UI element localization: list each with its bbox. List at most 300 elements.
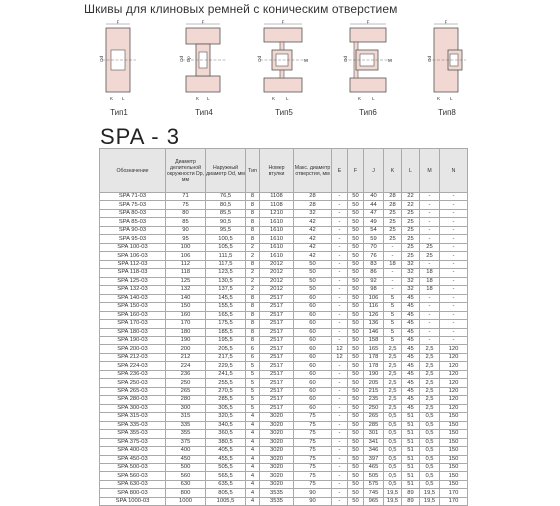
table-cell: 300: [166, 404, 206, 412]
table-cell: SPA 630-03: [100, 480, 166, 488]
table-cell: 150: [440, 413, 468, 421]
table-row: [100, 438, 468, 446]
table-cell: 270,5: [206, 387, 246, 395]
table-cell: 2,5: [384, 353, 402, 361]
table-cell: 3020: [260, 421, 294, 429]
table-cell: 75: [166, 201, 206, 209]
table-cell: 50: [348, 260, 364, 268]
table-cell: 95,5: [206, 226, 246, 234]
table-cell: 2517: [260, 328, 294, 336]
page-title: Шкивы для клиновых ремней с коническим отверстием: [84, 2, 398, 16]
table-cell: 60: [294, 328, 332, 336]
table-cell: 50: [294, 269, 332, 277]
table-cell: -: [384, 277, 402, 285]
table-cell: 75: [294, 421, 332, 429]
table-cell: 50: [348, 252, 364, 260]
table-cell: 50: [348, 396, 364, 404]
table-cell: 60: [294, 379, 332, 387]
table-cell: 2517: [260, 320, 294, 328]
table-cell: 50: [348, 447, 364, 455]
table-cell: 205,5: [206, 345, 246, 353]
table-row: [100, 404, 468, 412]
table-cell: SPA 280-03: [100, 396, 166, 404]
label-od: Od: [257, 55, 262, 62]
table-cell: 45: [402, 303, 420, 311]
table-cell: 229,5: [206, 362, 246, 370]
table-cell: 116: [364, 303, 384, 311]
table-cell: 0,5: [420, 464, 440, 472]
table-cell: 60: [294, 345, 332, 353]
table-cell: SPA 132-03: [100, 286, 166, 294]
table-cell: SPA 118-03: [100, 269, 166, 277]
table-cell: 19,5: [420, 489, 440, 497]
table-cell: 212: [166, 353, 206, 361]
table-cell: 89: [402, 489, 420, 497]
table-row: [100, 396, 468, 404]
table-cell: 45: [402, 328, 420, 336]
table-cell: 405,5: [206, 447, 246, 455]
table-cell: -: [420, 218, 440, 226]
table-cell: -: [440, 311, 468, 319]
table-cell: 137,5: [206, 286, 246, 294]
pulley-type-8-drawing: [426, 20, 468, 106]
table-cell: 2517: [260, 404, 294, 412]
table-cell: 136: [364, 320, 384, 328]
table-cell: 805,5: [206, 489, 246, 497]
table-cell: 145,5: [206, 294, 246, 302]
table-cell: 505,5: [206, 464, 246, 472]
table-cell: 2517: [260, 370, 294, 378]
table-cell: 32: [402, 277, 420, 285]
table-cell: 8: [246, 193, 260, 201]
table-cell: 50: [348, 243, 364, 251]
table-row: [100, 413, 468, 421]
table-cell: 45: [402, 387, 420, 395]
diagram-type-5: [257, 19, 310, 117]
table-cell: 5: [246, 379, 260, 387]
table-cell: 60: [294, 353, 332, 361]
table-cell: 2,5: [420, 387, 440, 395]
table-cell: 160: [166, 311, 206, 319]
label-k: K: [110, 96, 114, 101]
table-cell: 8: [246, 328, 260, 336]
table-cell: 4: [246, 480, 260, 488]
label-f: F: [366, 19, 370, 25]
table-cell: 42: [294, 243, 332, 251]
table-cell: 3020: [260, 480, 294, 488]
table-cell: 12: [332, 345, 348, 353]
table-cell: 50: [294, 260, 332, 268]
table-cell: SPA 1000-03: [100, 497, 166, 505]
table-cell: 12: [332, 353, 348, 361]
table-cell: SPA 150-03: [100, 303, 166, 311]
table-cell: 50: [348, 438, 364, 446]
table-cell: -: [384, 269, 402, 277]
table-cell: 85: [166, 218, 206, 226]
table-cell: 25: [402, 218, 420, 226]
column-header: Макс. диаметр отверстия, мм: [294, 149, 332, 193]
table-cell: 5: [384, 303, 402, 311]
table-cell: 170: [440, 489, 468, 497]
table-cell: SPA 212-03: [100, 353, 166, 361]
table-cell: 630: [166, 480, 206, 488]
table-cell: -: [440, 209, 468, 217]
table-cell: 3020: [260, 430, 294, 438]
pulley-type-diagrams: [98, 20, 478, 120]
table-cell: 1610: [260, 226, 294, 234]
label-k: K: [358, 96, 362, 101]
table-cell: 45: [402, 379, 420, 387]
label-f: F: [116, 19, 120, 25]
table-cell: 60: [294, 320, 332, 328]
column-header: K: [384, 149, 402, 193]
diagram-type-1: [98, 19, 140, 117]
table-cell: 1000: [166, 497, 206, 505]
table-cell: 51: [402, 438, 420, 446]
table-cell: 200: [166, 345, 206, 353]
table-cell: 18: [420, 269, 440, 277]
table-cell: -: [420, 209, 440, 217]
table-cell: 18: [420, 277, 440, 285]
table-cell: 60: [294, 362, 332, 370]
table-cell: 250: [364, 404, 384, 412]
table-cell: 70: [364, 243, 384, 251]
table-cell: 2012: [260, 260, 294, 268]
table-cell: 60: [294, 396, 332, 404]
table-row: [100, 430, 468, 438]
table-cell: 346: [364, 447, 384, 455]
table-cell: 375: [166, 438, 206, 446]
table-cell: 50: [348, 353, 364, 361]
table-cell: 50: [348, 345, 364, 353]
table-cell: 0,5: [420, 455, 440, 463]
table-cell: 90: [294, 497, 332, 505]
table-cell: 19,5: [384, 489, 402, 497]
table-cell: 45: [402, 353, 420, 361]
table-cell: 25: [384, 235, 402, 243]
table-cell: 120: [440, 396, 468, 404]
table-cell: -: [420, 311, 440, 319]
table-cell: 8: [246, 311, 260, 319]
table-cell: 400: [166, 447, 206, 455]
table-cell: 315: [166, 413, 206, 421]
table-row: [100, 235, 468, 243]
table-cell: 75: [294, 455, 332, 463]
table-cell: SPA 100-03: [100, 243, 166, 251]
table-row: [100, 455, 468, 463]
table-cell: 170: [440, 497, 468, 505]
table-row: [100, 311, 468, 319]
table-cell: 150: [440, 438, 468, 446]
table-cell: -: [440, 320, 468, 328]
table-cell: -: [332, 311, 348, 319]
table-cell: -: [420, 193, 440, 201]
table-row: [100, 421, 468, 429]
table-cell: 0,5: [384, 455, 402, 463]
table-cell: 118: [166, 269, 206, 277]
table-row: [100, 370, 468, 378]
table-cell: 2012: [260, 269, 294, 277]
table-cell: SPA 80-03: [100, 209, 166, 217]
table-cell: -: [420, 294, 440, 302]
table-cell: 50: [348, 430, 364, 438]
pulley-type-5-drawing: [258, 20, 310, 106]
table-cell: 25: [402, 252, 420, 260]
table-cell: 50: [348, 277, 364, 285]
table-cell: -: [332, 286, 348, 294]
label-l: L: [450, 96, 453, 101]
column-header: Обозначение: [100, 149, 166, 193]
column-header: N: [440, 149, 468, 193]
diagram-type-4: [179, 19, 228, 117]
table-row: [100, 252, 468, 260]
label-l: L: [286, 96, 289, 101]
table-cell: SPA 170-03: [100, 320, 166, 328]
table-body: [100, 193, 468, 506]
table-cell: 250: [166, 379, 206, 387]
table-cell: 106: [364, 294, 384, 302]
table-cell: 2,5: [384, 396, 402, 404]
table-cell: 71: [166, 193, 206, 201]
table-cell: 18: [384, 260, 402, 268]
table-cell: 4: [246, 430, 260, 438]
table-cell: 2517: [260, 345, 294, 353]
table-row: [100, 320, 468, 328]
table-cell: 50: [348, 201, 364, 209]
table-row: [100, 209, 468, 217]
table-row: [100, 226, 468, 234]
table-cell: 50: [348, 320, 364, 328]
table-cell: 1108: [260, 193, 294, 201]
table-row: [100, 497, 468, 505]
table-cell: -: [332, 455, 348, 463]
table-cell: 285,5: [206, 396, 246, 404]
table-cell: 565,5: [206, 472, 246, 480]
table-cell: -: [384, 243, 402, 251]
table-cell: -: [332, 201, 348, 209]
table-row: [100, 379, 468, 387]
table-cell: 89: [402, 497, 420, 505]
table-cell: 45: [402, 336, 420, 344]
table-cell: -: [440, 201, 468, 209]
table-cell: 60: [294, 370, 332, 378]
table-cell: 8: [246, 218, 260, 226]
table-cell: 32: [402, 286, 420, 294]
table-cell: -: [440, 218, 468, 226]
table-cell: 8: [246, 235, 260, 243]
table-cell: 60: [294, 336, 332, 344]
table-cell: 50: [348, 269, 364, 277]
table-cell: 85,5: [206, 209, 246, 217]
table-cell: SPA 106-03: [100, 252, 166, 260]
pulley-type-1-drawing: [98, 20, 140, 106]
table-cell: 3535: [260, 497, 294, 505]
table-cell: 455,5: [206, 455, 246, 463]
table-cell: SPA 180-03: [100, 328, 166, 336]
type-5-caption: Тип5: [275, 108, 293, 117]
table-cell: 2,5: [384, 345, 402, 353]
table-cell: 45: [402, 370, 420, 378]
table-cell: 2,5: [420, 404, 440, 412]
table-cell: 2,5: [384, 379, 402, 387]
table-cell: -: [332, 243, 348, 251]
table-cell: 100,5: [206, 235, 246, 243]
table-cell: 178: [364, 353, 384, 361]
table-cell: -: [332, 336, 348, 344]
table-cell: 241,5: [206, 370, 246, 378]
table-cell: 217,5: [206, 353, 246, 361]
table-row: [100, 303, 468, 311]
table-cell: -: [332, 413, 348, 421]
table-cell: 120: [440, 362, 468, 370]
table-cell: 50: [348, 387, 364, 395]
table-cell: 4: [246, 447, 260, 455]
table-cell: 42: [294, 226, 332, 234]
column-header: Наружный диаметр Od, мм: [206, 149, 246, 193]
table-cell: 360,5: [206, 430, 246, 438]
table-cell: 0,5: [420, 430, 440, 438]
table-cell: 3020: [260, 438, 294, 446]
table-cell: 3020: [260, 455, 294, 463]
table-cell: 3020: [260, 413, 294, 421]
table-cell: 19,5: [384, 497, 402, 505]
table-cell: 150: [440, 447, 468, 455]
table-cell: SPA 75-03: [100, 201, 166, 209]
table-cell: -: [420, 303, 440, 311]
table-cell: 60: [294, 311, 332, 319]
table-cell: 0,5: [420, 480, 440, 488]
table-cell: 60: [294, 404, 332, 412]
table-row: [100, 464, 468, 472]
table-cell: 25: [402, 226, 420, 234]
table-cell: -: [332, 438, 348, 446]
table-cell: 180: [166, 328, 206, 336]
table-cell: 3020: [260, 472, 294, 480]
table-cell: 50: [348, 209, 364, 217]
table-row: [100, 294, 468, 302]
table-cell: -: [332, 497, 348, 505]
table-cell: 0,5: [420, 421, 440, 429]
table-cell: 8: [246, 320, 260, 328]
table-cell: 50: [294, 277, 332, 285]
table-cell: 98: [364, 286, 384, 294]
table-cell: 45: [402, 320, 420, 328]
table-cell: 0,5: [384, 421, 402, 429]
table-cell: 2517: [260, 303, 294, 311]
table-cell: 40: [364, 193, 384, 201]
table-cell: 83: [364, 260, 384, 268]
table-cell: 4: [246, 464, 260, 472]
table-row: [100, 387, 468, 395]
table-cell: 146: [364, 328, 384, 336]
table-cell: 60: [294, 303, 332, 311]
table-cell: 50: [348, 472, 364, 480]
table-cell: -: [332, 387, 348, 395]
table-cell: 45: [402, 404, 420, 412]
table-cell: 112: [166, 260, 206, 268]
table-cell: 380,5: [206, 438, 246, 446]
table-cell: -: [332, 252, 348, 260]
table-cell: SPA 160-03: [100, 311, 166, 319]
table-cell: 1610: [260, 235, 294, 243]
column-header: Диаметр делительной окружности Dp, мм: [166, 149, 206, 193]
table-cell: -: [384, 286, 402, 294]
table-cell: 50: [348, 235, 364, 243]
table-cell: 265: [364, 413, 384, 421]
table-cell: 6: [246, 345, 260, 353]
table-cell: -: [440, 226, 468, 234]
table-row: [100, 480, 468, 488]
table-cell: 51: [402, 447, 420, 455]
table-cell: 2517: [260, 336, 294, 344]
table-cell: 32: [402, 260, 420, 268]
table-row: [100, 193, 468, 201]
table-cell: 5: [246, 387, 260, 395]
table-cell: 500: [166, 464, 206, 472]
table-cell: 45: [402, 362, 420, 370]
table-cell: 1610: [260, 243, 294, 251]
table-cell: 1005,5: [206, 497, 246, 505]
table-cell: 2,5: [384, 370, 402, 378]
table-cell: SPA 125-03: [100, 277, 166, 285]
table-cell: 0,5: [384, 472, 402, 480]
table-cell: 51: [402, 472, 420, 480]
table-cell: 2,5: [420, 353, 440, 361]
table-cell: 19,5: [420, 497, 440, 505]
diagram-type-6: [342, 19, 394, 117]
table-cell: 341: [364, 438, 384, 446]
column-header: F: [348, 149, 364, 193]
table-cell: 0,5: [420, 438, 440, 446]
diagram-type-8: [426, 19, 468, 117]
table-cell: 465: [364, 464, 384, 472]
table-row: [100, 345, 468, 353]
table-cell: -: [332, 362, 348, 370]
table-cell: 8: [246, 201, 260, 209]
table-cell: 75: [294, 438, 332, 446]
table-cell: 32: [294, 209, 332, 217]
table-cell: 5: [246, 404, 260, 412]
table-cell: 120: [440, 379, 468, 387]
table-cell: 75: [294, 413, 332, 421]
table-cell: 2,5: [384, 404, 402, 412]
table-cell: -: [332, 328, 348, 336]
table-cell: -: [332, 209, 348, 217]
table-cell: 800: [166, 489, 206, 497]
table-cell: 8: [246, 336, 260, 344]
table-cell: 158: [364, 336, 384, 344]
table-cell: 190: [364, 370, 384, 378]
table-cell: 5: [246, 370, 260, 378]
table-cell: 178: [364, 362, 384, 370]
table-cell: 2,5: [384, 362, 402, 370]
table-cell: 50: [348, 226, 364, 234]
label-l: L: [122, 96, 125, 101]
table-cell: 86: [364, 269, 384, 277]
table-cell: 47: [364, 209, 384, 217]
table-cell: 175,5: [206, 320, 246, 328]
table-cell: 50: [348, 218, 364, 226]
table-cell: 51: [402, 480, 420, 488]
table-cell: 301: [364, 430, 384, 438]
table-cell: 50: [348, 404, 364, 412]
table-cell: 8: [246, 226, 260, 234]
table-cell: -: [440, 286, 468, 294]
label-l: L: [207, 96, 210, 101]
table-cell: 2012: [260, 277, 294, 285]
table-cell: SPA 190-03: [100, 336, 166, 344]
table-cell: -: [332, 464, 348, 472]
